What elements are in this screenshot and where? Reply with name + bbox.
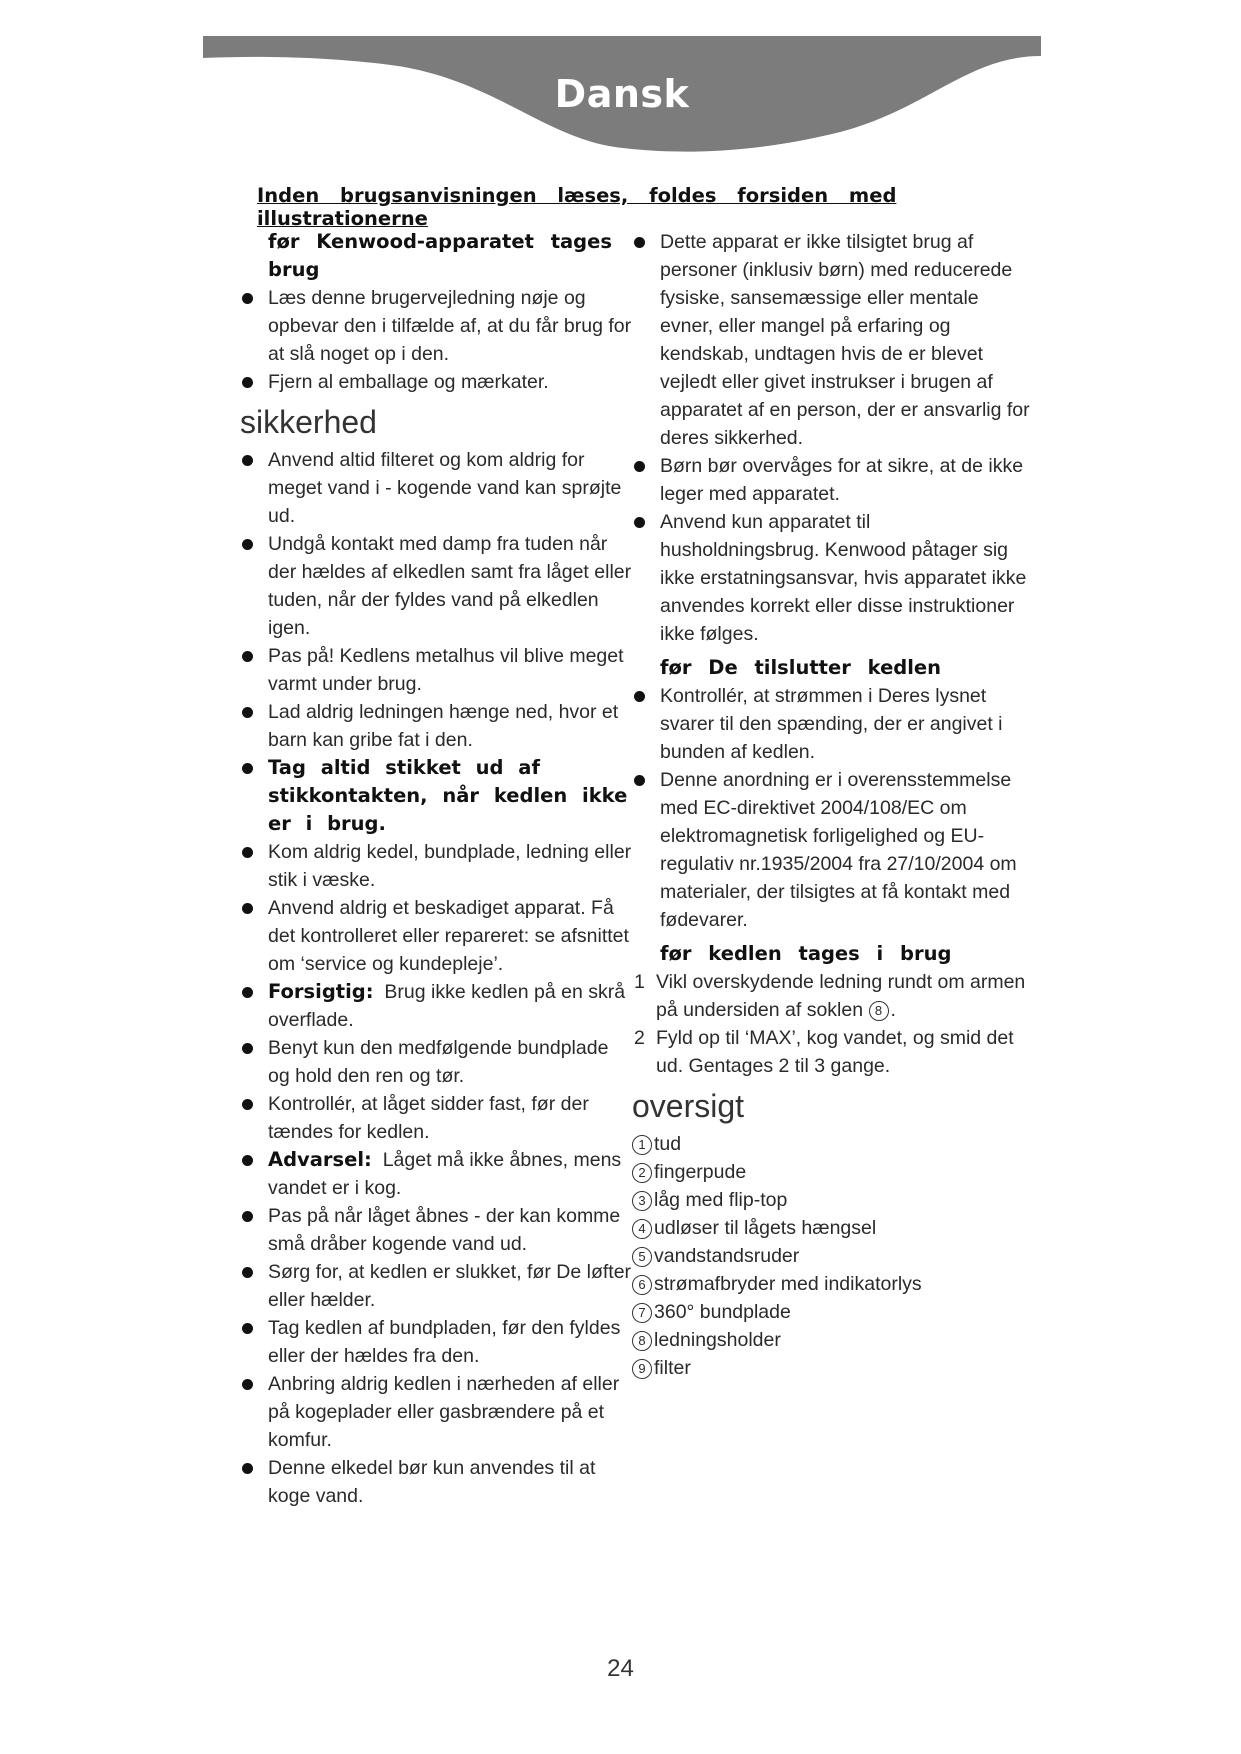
part-item: 4 udløser til lågets hængsel xyxy=(632,1214,1032,1242)
bullet-icon xyxy=(242,651,253,662)
list-item: Kontrollér, at strømmen i Deres lysnet svarer til den spænding, der er angivet i bunden af kedlen. xyxy=(632,682,1032,766)
bullet-icon xyxy=(242,1043,253,1054)
bullet-icon xyxy=(634,237,645,248)
list-item: Sørg for, at kedlen er slukket, før De løfter eller hælder. xyxy=(240,1258,632,1314)
list-item: Tag kedlen af bundpladen, før den fyldes eller der hældes fra den. xyxy=(240,1314,632,1370)
bullet-icon xyxy=(242,1379,253,1390)
part-number-badge: 1 xyxy=(632,1135,652,1155)
list-item-bold: Tag altid stikket ud af stikkontakten, når kedlen ikke er i brug. xyxy=(240,754,632,838)
language-banner xyxy=(203,36,1041,168)
before-use-heading: før Kenwood-apparatet tages brug xyxy=(268,230,612,281)
right-column xyxy=(632,228,1032,1382)
part-item: 9 filter xyxy=(632,1354,1032,1382)
safety-list-continued xyxy=(632,228,1032,648)
list-item: Dette apparat er ikke tilsigtet brug af personer (inklusiv børn) med reducerede fysiske, sansemæssige eller mentale evner, eller mangel på erfaring og kendskab, undtagen hvis de er blevet vejledt eller givet instrukser i brugen af apparatet af en person, der er ansvarlig for deres sikkerhed. xyxy=(632,228,1032,452)
bullet-icon xyxy=(242,707,253,718)
bullet-icon xyxy=(242,987,253,998)
list-item: Kom aldrig kedel, bundplade, ledning eller stik i væske. xyxy=(240,838,632,894)
bullet-icon xyxy=(242,293,253,304)
bullet-icon xyxy=(634,461,645,472)
step-item: 1 Vikl overskydende ledning rundt om armen på undersiden af soklen 8 . xyxy=(634,971,1026,1021)
list-item: Kontrollér, at låget sidder fast, før der tændes for kedlen. xyxy=(240,1090,632,1146)
before-use-list xyxy=(240,284,632,396)
part-item: 3 låg med flip-top xyxy=(632,1186,1032,1214)
page-number: 24 xyxy=(607,1655,634,1682)
part-number-badge: 4 xyxy=(632,1219,652,1239)
list-item: Børn bør overvåges for at sikre, at de ikke leger med apparatet. xyxy=(632,452,1032,508)
step-item: 2 Fyld op til ‘MAX’, kog vandet, og smid det ud. Gentages 2 til 3 gange. xyxy=(634,1027,1014,1077)
part-ref-badge: 8 xyxy=(869,1001,889,1021)
caution-item: Forsigtig: Brug ikke kedlen på en skrå overflade. xyxy=(240,978,632,1034)
list-item: Fjern al emballage og mærkater. xyxy=(240,368,632,396)
part-number-badge: 3 xyxy=(632,1191,652,1211)
list-item: Anbring aldrig kedlen i nærheden af eller på kogeplader eller gasbrændere på et komfur. xyxy=(240,1370,632,1454)
bullet-icon xyxy=(242,1323,253,1334)
bullet-icon xyxy=(634,775,645,786)
list-item: Benyt kun den medfølgende bundplade og hold den ren og tør. xyxy=(240,1034,632,1090)
safety-heading: sikkerhed xyxy=(240,404,377,440)
list-item: Anvend altid filteret og kom aldrig for meget vand i - kogende vand kan sprøjte ud. xyxy=(240,446,632,530)
overview-heading: oversigt xyxy=(632,1088,745,1124)
part-number-badge: 5 xyxy=(632,1247,652,1267)
bullet-icon xyxy=(242,763,253,774)
bullet-icon xyxy=(242,1211,253,1222)
part-item: 7 360° bundplade xyxy=(632,1298,1032,1326)
safety-list xyxy=(240,446,632,1510)
part-item: 2 fingerpude xyxy=(632,1158,1032,1186)
list-item: Denne elkedel bør kun anvendes til at koge vand. xyxy=(240,1454,632,1510)
bullet-icon xyxy=(242,847,253,858)
parts-list xyxy=(632,1130,1032,1382)
bullet-icon xyxy=(242,903,253,914)
list-item: Pas på! Kedlens metalhus vil blive meget varmt under brug. xyxy=(240,642,632,698)
list-item: Anvend kun apparatet til husholdningsbrug. Kenwood påtager sig ikke erstatningsansvar, hvis apparatet ikke anvendes korrekt eller disse instruktioner ikke følges. xyxy=(632,508,1032,648)
part-item: 5 vandstandsruder xyxy=(632,1242,1032,1270)
warning-item: Advarsel: Låget må ikke åbnes, mens vandet er i kog. xyxy=(240,1146,632,1202)
bullet-icon xyxy=(242,1155,253,1166)
first-use-heading: før kedlen tages i brug xyxy=(660,942,952,965)
first-use-steps xyxy=(632,968,1032,1080)
bullet-icon xyxy=(634,691,645,702)
list-item: Lad aldrig ledningen hænge ned, hvor et barn kan gribe fat i den. xyxy=(240,698,632,754)
bullet-icon xyxy=(242,377,253,388)
bullet-icon xyxy=(242,1463,253,1474)
before-connect-list xyxy=(632,682,1032,934)
list-item: Læs denne brugervejledning nøje og opbevar den i tilfælde af, at du får brug for at slå noget op i den. xyxy=(240,284,632,368)
part-item: 1 tud xyxy=(632,1130,1032,1158)
intro-instruction: Inden brugsanvisningen læses, foldes forsiden med illustrationerne xyxy=(257,184,897,230)
part-number-badge: 6 xyxy=(632,1275,652,1295)
list-item: Denne anordning er i overensstemmelse med EC-direktivet 2004/108/EC om elektromagnetisk forligelighed og EU-regulativ nr.1935/2004 fra 27/10/2004 om materialer, der tilsigtes at få kontakt med fødevarer. xyxy=(632,766,1032,934)
part-item: 8 ledningsholder xyxy=(632,1326,1032,1354)
bullet-icon xyxy=(242,1099,253,1110)
part-number-badge: 2 xyxy=(632,1163,652,1183)
bullet-icon xyxy=(242,1267,253,1278)
before-connect-heading: før De tilslutter kedlen xyxy=(660,656,942,679)
caution-label: Forsigtig: xyxy=(268,980,374,1003)
part-number-badge: 7 xyxy=(632,1303,652,1323)
list-item: Anvend aldrig et beskadiget apparat. Få det kontrolleret eller repareret: se afsnittet om ‘service og kundepleje’. xyxy=(240,894,632,978)
bullet-icon xyxy=(242,539,253,550)
part-item: 6 strømafbryder med indikatorlys xyxy=(632,1270,1032,1298)
list-item: Undgå kontakt med damp fra tuden når der hældes af elkedlen samt fra låget eller tuden, når der fyldes vand på elkedlen igen. xyxy=(240,530,632,642)
left-column xyxy=(240,228,632,1510)
list-item: Pas på når låget åbnes - der kan komme små dråber kogende vand ud. xyxy=(240,1202,632,1258)
part-number-badge: 9 xyxy=(632,1359,652,1379)
bullet-icon xyxy=(634,517,645,528)
warning-label: Advarsel: xyxy=(268,1148,372,1171)
bullet-icon xyxy=(242,455,253,466)
part-number-badge: 8 xyxy=(632,1331,652,1351)
banner-title: Dansk xyxy=(554,72,690,116)
